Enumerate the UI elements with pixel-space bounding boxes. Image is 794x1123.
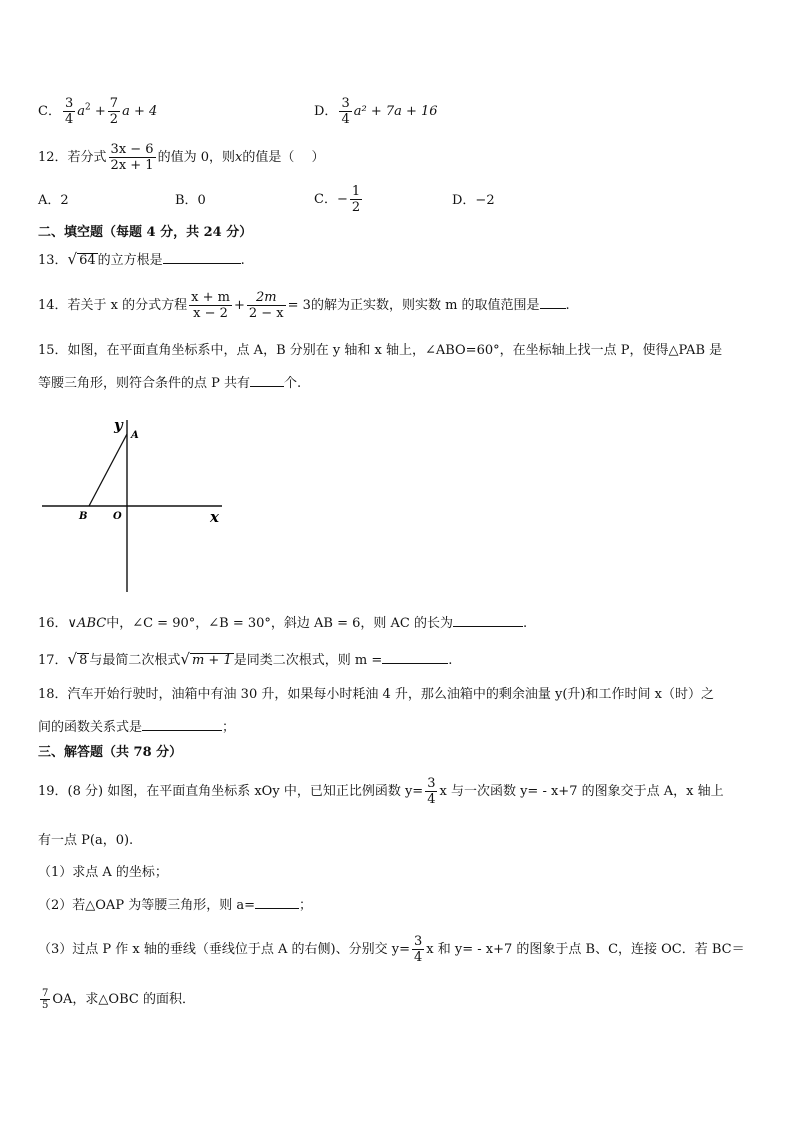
q16 [38,614,527,633]
question-text: 间的函数关系式是 [38,720,143,735]
fraction [109,142,156,173]
answer-blank[interactable] [163,251,241,264]
numerator: 3 [64,96,74,111]
q13 [38,250,245,270]
question-text: . [523,616,528,631]
triangle-symbol: ∨ABC [67,616,107,631]
q11-option-d [314,96,438,127]
section-heading: 三、解答题（共 78 分） [38,745,183,760]
question-text: ； [298,898,312,913]
question-text: . [565,298,570,313]
denominator: 5 [42,1000,49,1011]
option-label: C．− [314,192,348,207]
fraction [339,96,351,127]
question-text: 等腰三角形，则符合条件的点 P 共有 [38,376,251,391]
equation-rhs: = 3 [287,298,311,313]
answer-blank[interactable] [382,651,448,664]
question-text: （2）若△OAP 为等腰三角形，则 a= [38,898,255,913]
denominator: x − 2 [193,306,228,321]
exponent: 2 [85,102,91,113]
question-text: 个. [284,376,302,391]
operator: + [233,298,245,313]
variable: x [234,150,243,165]
q15-line2 [38,374,301,393]
q12-option-d: D．−2 [452,193,495,208]
question-text: OA，求△OBC 的面积． [52,992,195,1007]
denominator: 4 [64,112,74,127]
question-text: 的值为 0，则 [157,150,235,165]
option-label: D． [314,104,338,119]
answer-blank[interactable] [453,614,523,627]
q18-line1: 18．汽车开始行驶时，油箱中有油 30 升，如果每小时耗油 4 升，那么油箱中的剩余油量 y(升)和工作时间 x（时）之 [38,687,714,702]
radical-sign: √ [67,250,78,268]
question-text: . [448,653,453,668]
segment-ab [89,434,127,506]
question-text: （3）过点 P 作 x 轴的垂线（垂线位于点 A 的右侧)、分别交 y= [38,942,410,957]
radicand: 64 [79,253,96,268]
numerator: 1 [351,184,361,199]
fraction [350,184,362,215]
fraction [108,96,120,127]
question-text: 是同类二次根式，则 m = [233,653,383,668]
operator: + [94,104,106,119]
q12-option-a: A．2 [38,193,69,208]
fraction [412,934,424,965]
answer-blank[interactable] [540,296,566,309]
variable: a [77,104,85,119]
denominator: 4 [427,792,436,807]
radicand: 8 [79,653,88,668]
q19-part1: （1）求点 A 的坐标； [38,865,168,880]
y-axis-label: y [114,416,123,434]
question-text: x 和 y= - x+7 的图象于点 B、C，连接 OC．若 BC＝ [426,942,745,957]
question-text: x 与一次函数 y= - x+7 的图象交于点 A，x 轴上 [439,784,724,799]
numerator: 2m [247,290,286,306]
denominator: 2 − x [248,306,284,321]
question-text: 与最简二次根式 [89,653,181,668]
q12-option-b: B．0 [175,193,206,208]
q19-line2: 有一点 P(a，0). [38,833,134,848]
question-number: 13． [38,253,68,268]
q11-option-c [38,96,157,127]
answer-blank[interactable] [142,718,222,731]
question-text: ； [222,720,236,735]
x-axis-label: x [210,508,219,526]
option-label: C． [38,104,61,119]
question-text: 的立方根是 [97,253,163,268]
question-text: 中，∠C = 90°，∠B = 30°，斜边 AB = 6，则 AC 的长为 [106,616,453,631]
fraction [63,96,75,127]
numerator: 3 [341,96,350,111]
q19-part2 [38,896,312,915]
question-text: 的值是（ ） [242,150,325,165]
section-heading: 二、填空题（每题 4 分，共 24 分） [38,225,253,240]
radicand: m + 1 [191,653,232,668]
q14 [38,290,570,321]
radical-sign: √ [67,650,78,668]
numerator: 7 [42,988,49,999]
origin-label: O [113,511,122,522]
numerator: 3x − 6 [110,142,154,157]
question-number: 17． [38,653,68,668]
denominator: 2 [109,112,119,127]
answer-blank[interactable] [255,896,299,909]
fraction [189,290,232,321]
fraction [247,290,286,321]
question-text: 12．若分式 [38,150,107,165]
question-number: 16． [38,616,68,631]
question-text: 14．若关于 x 的分式方程 [38,298,188,313]
q19-part3-cont [38,988,195,1011]
q12-option-c [314,184,364,215]
q15-line1: 15．如图，在平面直角坐标系中，点 A，B 分别在 y 轴和 x 轴上，∠ABO=60°，在坐标轴上找一点 P，使得△PAB 是 [38,343,723,358]
point-b-label: B [79,511,88,522]
radical-sign: √ [180,650,190,668]
denominator: 2 [351,200,361,215]
denominator: 4 [413,950,423,965]
expression-tail: a² + 7a + 16 [353,104,438,119]
numerator: 3 [413,934,423,949]
fraction [40,988,50,1011]
q12-stem [38,142,324,173]
answer-blank[interactable] [250,374,284,387]
expression-tail: a + 4 [122,104,158,119]
denominator: 2x + 1 [110,158,154,173]
q19-line1 [38,776,724,807]
q19-part3 [38,934,745,965]
question-text: 19．(8 分) 如图，在平面直角坐标系 xOy 中，已知正比例函数 y= [38,784,424,799]
q18-line2 [38,718,235,737]
denominator: 4 [341,112,350,127]
coordinate-figure [38,412,238,598]
numerator: x + m [191,290,230,305]
question-text: 的解为正实数，则实数 m 的取值范围是 [310,298,540,313]
point-a-label: A [131,430,139,441]
fraction [425,776,437,807]
numerator: 3 [427,776,436,791]
q17 [38,650,452,670]
numerator: 7 [109,96,119,111]
question-text: . [240,253,245,268]
